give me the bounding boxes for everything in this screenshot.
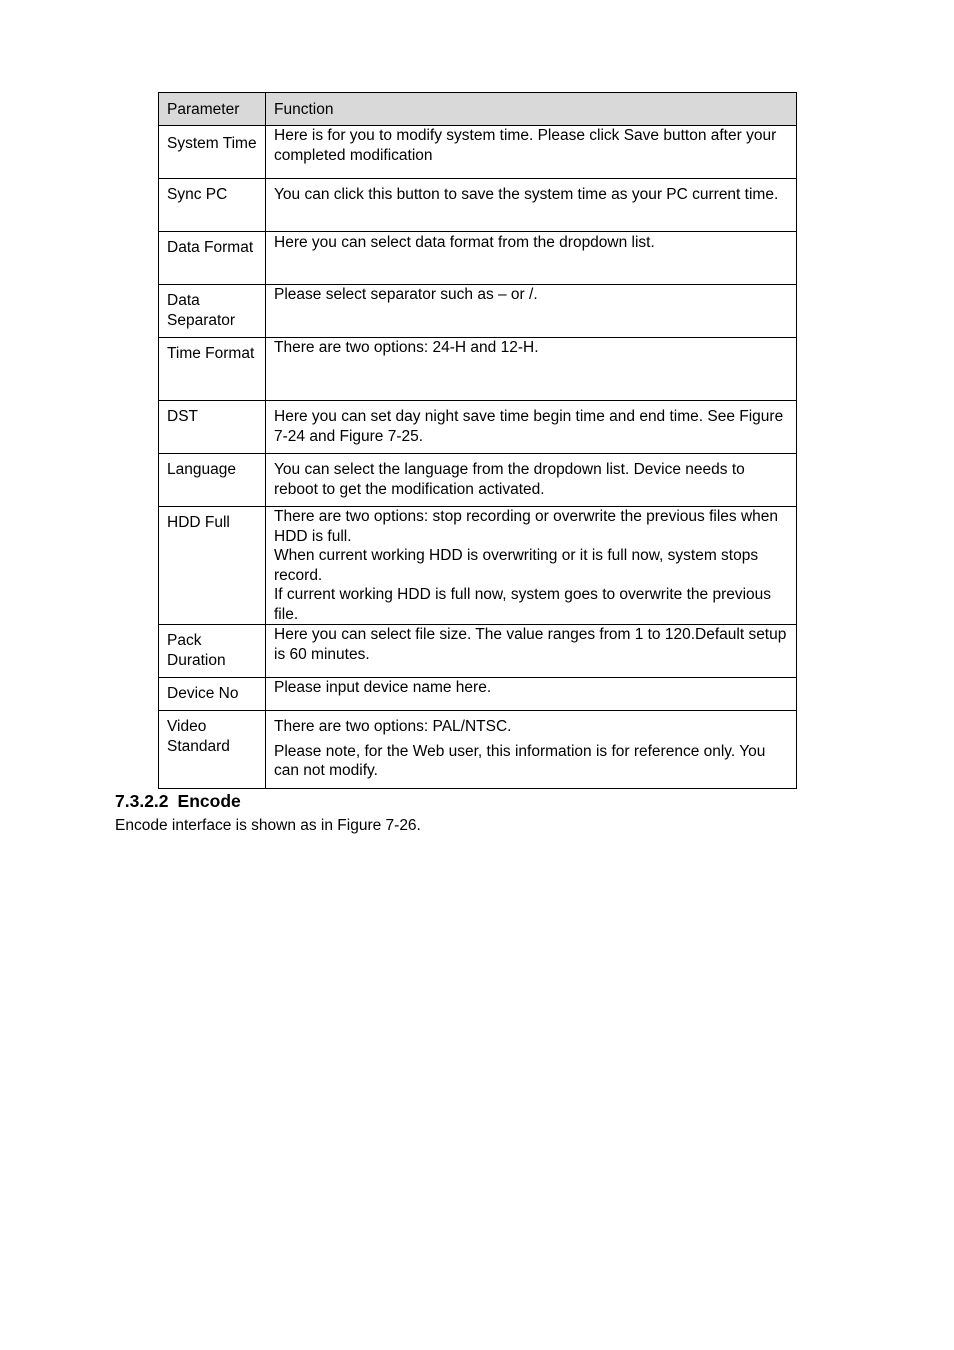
param-cell: Pack Duration: [159, 625, 266, 678]
function-cell: [266, 454, 797, 507]
function-cell: [266, 711, 797, 789]
function-text: There are two options: 24-H and 12-H.: [274, 339, 539, 356]
function-text: Here you can set day night save time begin time and end time. See Figure 7-24 and Figure 7-25.: [274, 408, 784, 445]
param-cell: Sync PC: [159, 179, 266, 232]
function-text: You can click this button to save the system time as your PC current time.: [274, 186, 779, 203]
table-row: [159, 678, 797, 711]
function-cell: [266, 625, 797, 678]
section-title: Encode: [177, 791, 241, 811]
param-cell: System Time: [159, 126, 266, 179]
function-cell: [266, 285, 797, 338]
table-row: [159, 126, 797, 179]
function-text: Here is for you to modify system time. Please click Save button after your completed modification: [274, 127, 777, 164]
function-text: Please note, for the Web user, this information is for reference only. You can not modify.: [274, 742, 766, 779]
function-cell: [266, 678, 797, 711]
param-cell: Data Separator: [159, 285, 266, 338]
param-cell: Device No: [159, 678, 266, 711]
function-cell: [266, 507, 797, 625]
function-cell: [266, 126, 797, 179]
section-body-text: Encode interface is shown as in Figure 7-26.: [115, 817, 421, 834]
table-row: [159, 179, 797, 232]
table-row: [159, 625, 797, 678]
header-parameter: Parameter: [159, 93, 266, 126]
function-text: Please select separator such as – or /.: [274, 286, 538, 303]
section-heading: [115, 790, 241, 812]
table-row: [159, 454, 797, 507]
parameter-table: [158, 92, 797, 789]
table-row: [159, 507, 797, 625]
table-row: [159, 711, 797, 789]
function-cell: [266, 179, 797, 232]
header-function: Function: [266, 93, 797, 126]
param-cell: Data Format: [159, 232, 266, 285]
function-cell: [266, 232, 797, 285]
function-text: If current working HDD is full now, system goes to overwrite the previous file.: [274, 586, 772, 623]
param-cell: Language: [159, 454, 266, 507]
function-text: There are two options: stop recording or overwrite the previous files when HDD is full.: [274, 508, 778, 545]
function-cell: [266, 338, 797, 401]
param-cell: DST: [159, 401, 266, 454]
function-text: When current working HDD is overwriting or it is full now, system stops record.: [274, 547, 759, 584]
function-text: There are two options: PAL/NTSC.: [274, 718, 512, 735]
param-cell: Time Format: [159, 338, 266, 401]
param-cell: HDD Full: [159, 507, 266, 625]
table-header-row: [159, 93, 797, 126]
param-cell: Video Standard: [159, 711, 266, 789]
function-text: You can select the language from the dropdown list. Device needs to reboot to get the modification activated.: [274, 461, 745, 498]
function-text: Here you can select data format from the dropdown list.: [274, 234, 655, 251]
function-text: Here you can select file size. The value ranges from 1 to 120.Default setup is 60 minutes.: [274, 626, 787, 663]
table-row: [159, 401, 797, 454]
table-row: [159, 285, 797, 338]
section-number: 7.3.2.2: [115, 791, 169, 811]
table-row: [159, 338, 797, 401]
function-cell: [266, 401, 797, 454]
table-row: [159, 232, 797, 285]
function-text: Please input device name here.: [274, 679, 492, 696]
